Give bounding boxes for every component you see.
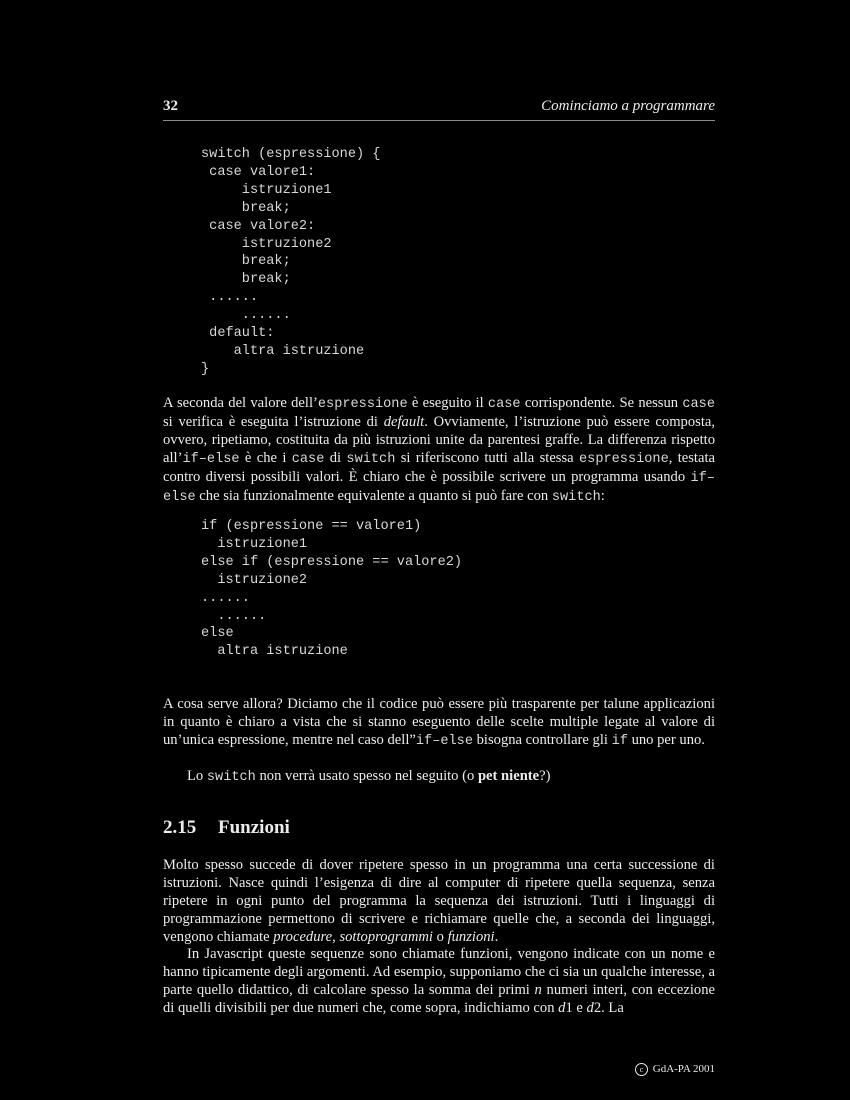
text: o [432,928,448,945]
text: è che i [239,449,292,466]
page-number: 32 [163,98,178,114]
code-line: istruzione2 [201,236,332,252]
text: di [324,449,347,466]
code-line: altra istruzione [201,343,365,359]
text: . Ovviamente, l’istruzione può essere composta, ovvero, ripetiamo, costituita da più istruzioni unite da parentesi graffe. La differenza rispetto all’ [163,413,715,466]
code-line: break; [201,254,291,270]
math-variable: d [558,999,566,1016]
text: è eseguito il [407,395,488,411]
code-line: else [201,626,234,642]
code-line: ...... [201,308,291,324]
text: uno per uno. [627,731,705,748]
paragraph-switch-explanation [163,395,715,506]
text: numeri interi, con eccezione di quelli divisibili per due numeri che, come sopra, indichiamo con [163,981,715,1016]
text: , testata contro diversi possibili valori. È chiaro che è possibile scrivere un programma usando [163,449,716,485]
code-line: istruzione1 [201,182,332,198]
code-line: break; [201,200,291,216]
text: si riferiscono tutti alla stessa [395,449,579,466]
inline-code: case [291,451,325,467]
code-line: ...... [201,608,267,624]
text: bisogna controllare gli [472,731,612,748]
inline-code: switch [551,489,601,505]
code-line: break; [201,272,291,288]
inline-code: if–else [182,451,240,467]
code-line: switch (espressione) { [201,147,381,162]
code-line: } [201,361,210,377]
page-footer [635,1063,715,1076]
text: ?) [539,768,551,784]
inline-code: if–else [163,470,715,505]
inline-code: espressione [579,451,669,467]
code-line: if (espressione == valore1) [201,519,422,534]
code-line: case valore2: [201,218,316,234]
text: A seconda del valore dell’ [163,395,318,411]
text: corrispondente. Se nessun [520,395,683,411]
text: . [494,928,499,945]
emphasis: default [383,413,425,430]
emphasis: sottoprogrammi [339,928,433,945]
text: che sia funzionalmente equivalente a quanto si può fare con [195,487,552,504]
code-block-switch [201,146,380,379]
code-line: istruzione2 [201,572,308,588]
inline-code: if–else [415,733,473,749]
text: : [600,487,605,504]
text: si verifica è eseguita l’istruzione di [163,413,384,430]
inline-code: case [682,397,715,412]
inline-code: if [611,733,628,749]
paragraph-functions-intro [163,857,715,947]
code-line: ...... [201,590,250,606]
section-number: 2.15 [163,817,197,838]
code-line: altra istruzione [201,644,348,660]
copyright-icon: c [635,1063,648,1076]
inline-code: case [487,397,521,412]
page-header [163,98,715,121]
code-line: default: [201,326,275,342]
text: Lo [187,768,207,784]
code-line: ...... [201,290,259,306]
text: 2. La [593,999,624,1016]
text: 1 e [565,999,587,1016]
footer-text: GdA-PA 2001 [652,1063,715,1076]
emphasis: procedure [273,928,333,945]
section-heading [163,817,290,839]
inline-code: espressione [317,397,408,412]
code-line: istruzione1 [201,536,308,552]
code-block-if-else [201,518,462,661]
text: In Javascript queste sequenze sono chiamate funzioni, vengono indicate con un nome e hanno tipicamente degli argomenti. Ad esempio, supponiamo che ci sia un qualche interesse, a parte quello didattico, di calcolare spesso la somma dei primi [163,946,715,998]
running-title: Cominciamo a programmare [541,98,715,114]
math-variable: d [586,999,594,1016]
paragraph-javascript-functions [163,946,715,1018]
bold-text: pet niente [477,768,540,784]
inline-code: switch [206,770,256,785]
inline-code: switch [346,451,396,467]
emphasis: funzioni [447,928,495,945]
paragraph-switch-usage [163,768,715,787]
paragraph-why-switch [163,696,715,751]
code-line: else if (espressione == valore2) [201,554,463,570]
section-title: Funzioni [218,817,290,838]
text: Molto spesso succede di dover ripetere spesso in un programma una certa successione di istruzioni. Nasce quindi l’esigenza di dire al computer di ripetere quella sequenza, senza ripetere in ogni punto del programma la sequenza dei istruzioni. Tutti i linguaggi di programmazione permettono di scrivere e richiamare quelle che, a seconda dei linguaggi, vengono chiamate [163,857,715,945]
text: , [332,928,340,945]
code-line: case valore1: [201,164,316,180]
text: A cosa serve allora? Diciamo che il codice può essere più trasparente per talune applicazioni in quanto è chiaro a vista che si stanno eseguento delle scelte multiple legate al valore di un’unica espressione, mentre nel caso dell” [163,696,715,748]
math-variable: n [534,981,542,998]
text: non verrà usato spesso nel seguito (o [255,768,478,784]
